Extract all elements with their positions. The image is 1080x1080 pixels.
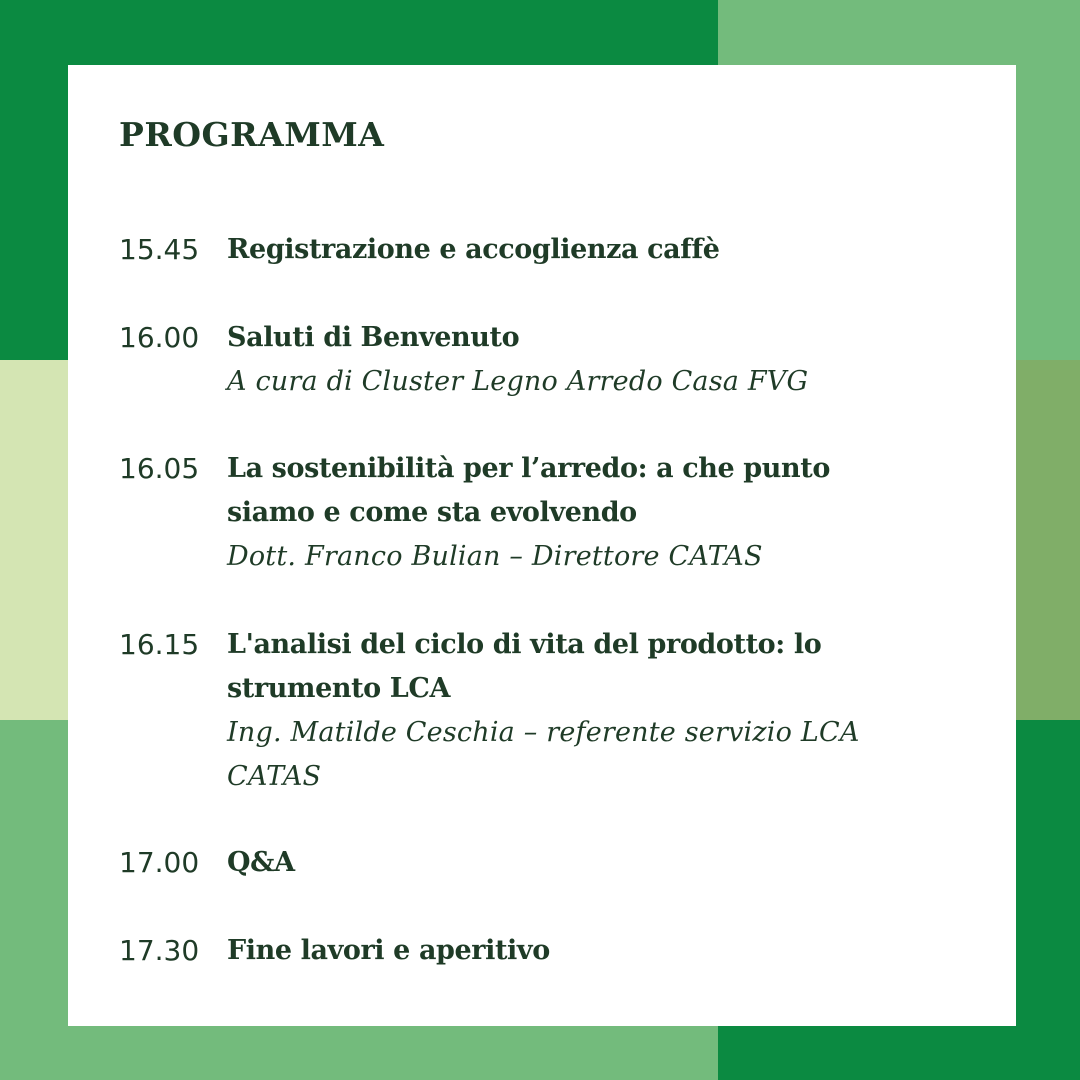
agenda-title: L'analisi del ciclo di vita del prodotto: lo — [227, 629, 822, 660]
agenda-speaker: Dott. Franco Bulian – Direttore CATAS — [227, 541, 763, 572]
agenda-time: 17.00 — [119, 846, 200, 879]
agenda-time: 16.00 — [119, 321, 200, 354]
agenda-content — [227, 316, 977, 404]
agenda-speaker: CATAS — [227, 761, 322, 792]
program-card — [68, 65, 1016, 1026]
agenda-content — [227, 228, 977, 272]
agenda-title: La sostenibilità per l’arredo: a che punto — [227, 453, 830, 484]
agenda-speaker: Ing. Matilde Ceschia – referente servizio LCA — [227, 717, 860, 748]
agenda-title: Registrazione e accoglienza caffè — [227, 234, 720, 265]
agenda-time: 16.05 — [119, 452, 200, 485]
agenda-title: Fine lavori e aperitivo — [227, 935, 550, 966]
agenda-title: strumento LCA — [227, 673, 451, 704]
agenda-title: Saluti di Benvenuto — [227, 322, 520, 353]
agenda-time: 15.45 — [119, 233, 200, 266]
agenda-time: 17.30 — [119, 934, 200, 967]
program-title: PROGRAMMA — [119, 115, 385, 154]
agenda-time: 16.15 — [119, 628, 200, 661]
agenda-title: Q&A — [227, 847, 295, 878]
agenda-speaker: A cura di Cluster Legno Arredo Casa FVG — [227, 366, 809, 397]
agenda-title: siamo e come sta evolvendo — [227, 497, 637, 528]
agenda-content — [227, 447, 977, 579]
agenda-content — [227, 623, 977, 799]
agenda-content — [227, 929, 977, 973]
agenda-content — [227, 841, 977, 885]
